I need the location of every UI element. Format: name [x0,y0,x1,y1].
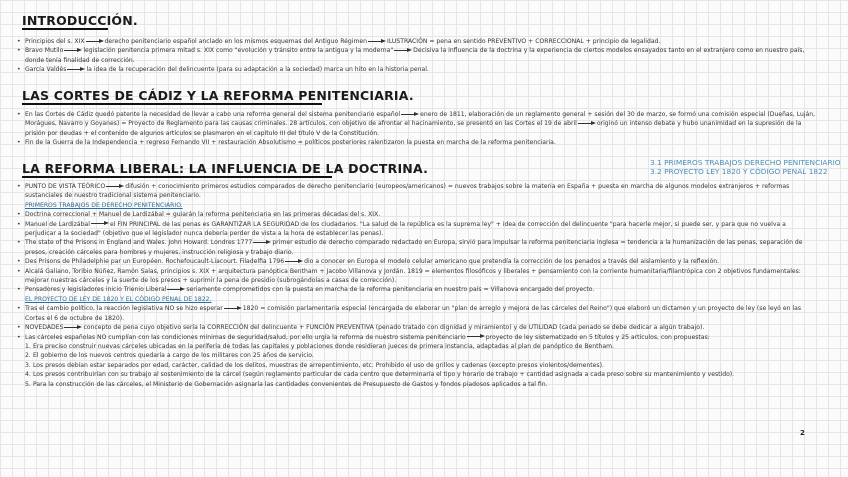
list-item: • PUNTO DE VISTA TEÓRICO difusión + conocimiento primeros estudios comparados de derecho penitenciario (europeos/americanos) = nuevos trabajos sobre la materia en España + puesta en marcha de algunos modelos extranjeros + reformas sustanciales de nuestro tradicional sistema penitenciario. [16,182,816,201]
list-item: • García Valdés la idea de la recuperación del delincuente (para su adaptación a la sociedad) marca un hito en la historia penal. [16,65,816,74]
arrow-icon [67,67,85,72]
arrow-icon [91,221,109,226]
numbered-item: 1. Era preciso construir nuevas cárceles ubicadas en la periferia de todas las capitales y poblaciones donde residieran jueces de primera instancia, adaptadas al plan de panóptico de Bentham. [25,342,614,350]
arrow-icon [64,48,82,53]
numbered-item: 2. El gobierno de los nuevos centros quedaría a cargo de los militares con 25 años de servicio. [25,352,314,360]
list-item: • Alcalá Galiano, Toribio Núñez, Ramón Salas, principios s. XIX + arquitectura panóptica Bentham + Jacobo Villanova y Jordán. 1819 = elementos filosóficos y liberales + pensamiento con la corriente humanitaria/filantrópica con 2 objetivos fundamentales: mejorar nuestras cárceles y la suerte de los presos + suprimir la pena de presidio (subrogándolas a casas de corrección). [16,267,816,286]
list-item: • Pensadores y legisladores inicio Trienio Liberal seriamente comprometidos con la puesta en marcha de la reforma penitenciaria en nuestro país = Villanova encargado del proyecto. [16,285,816,294]
list-item: • En las Cortes de Cádiz quedó patente la necesidad de llevar a cabo una reforma general del sistema penitenciario español enero de 1811, elaboración de un reglamento general + sesión del 30 de marzo, se formó una comisión especial (Dueñas, Luján, Morágues, Navarro y Goyanes) = Proyecto de Reglamento para las causas criminales. 28 artículos, con objetivo de afrontar el hacinamiento, se presentó en las Cortes el 19 de abril originó un intenso debate y hubo unanimidad en la supresión de la prisión por deudas + el contenido de algunos artículos se plasmaron en el capítulo III del título V de la Constitución. [16,110,816,138]
arrow-icon [368,39,386,44]
list-item: • NOVEDADES concepto de pena cuyo objetivo sería la CORRECCIÓN del delincuente + FUNCIÓN PREVENTIVA (penado tratado con dignidad y miramiento) y de UTILIDAD (cada penado se debe dedicar a algún trabajo). [16,323,816,332]
list-item: • Manuel de Lardizábal el FIN PRINCIPAL de las penas es GARANTIZAR LA SEGURIDAD de los ciudadanos. "La salud de la república es la suprema ley" + idea de corrección del delincuente "para hacerle mejor, si puede ser, y para que no vuelva a perjudicar a la sociedad" (objetivo que el legislador nunca debería perder de vista a la hora de establecer las penas). [16,220,816,239]
arrow-icon [64,325,82,330]
arrow-icon [467,334,485,339]
list-item: • Las cárceles españolas NO cumplían con las condiciones mínimas de seguridad/salud, por ello urgía la reforma de nuestro sistema penitenciario proyecto de ley sistematizado en 5 títulos y 25 artículos, con propuestas: [16,333,816,342]
numbered-item: 5. Para la construcción de las cárceles, el Ministerio de Gobernación asignaría las cantidades convenientes de Presupuesto de Gastos y fondos piadosos aplicados a tal fin. [25,380,548,388]
list-item: • Bravo Mutilo legislación penitencia primera mitad s. XIX como "evolución y tránsito entre la antigua y la moderna" Decisiva la influencia de la doctrina y la experiencia de ciertos modelos ensayados tanto en el extranjero como en nuestro país, donde tenía finalidad de corrección. [16,46,816,65]
section-title-reforma-liberal: LA REFORMA LIBERAL: LA INFLUENCIA DE LA DOCTRINA. [22,161,429,176]
page-number: 2 [800,429,805,437]
arrow-icon [285,259,303,264]
arrow-icon [106,184,124,189]
arrow-icon [253,240,271,245]
list-item: • The state of the Prisons in England and Wales. John Howard. Londres 1777 primer estudio de derecho comparado redactado en Europa, sirvió para impulsar la reforma penitenciaria inglesa = tendencia a la humanización de las penas, separación de presos, creación cárceles para hombres y mujeres, instrucción religiosa y trabajo diario. [16,238,816,257]
arrow-icon [394,48,412,53]
section-introduccion-body [16,37,816,75]
arrow-icon [401,112,419,117]
index-item-3-2[interactable]: 3.2 PROYECTO LEY 1820 Y CÓDIGO PENAL 1822 [650,167,828,176]
list-item: • Doctrina correccional + Manuel de Lardizábal = guiarán la reforma penitenciaria en las primeras décadas del s. XIX. [16,210,816,219]
index-item-3-1[interactable]: 3.1 PRIMEROS TRABAJOS DERECHO PENITENCIARIO [650,158,841,167]
arrow-icon [86,39,104,44]
arrow-icon [224,306,242,311]
subsection-title-proyecto-ley: EL PROYECTO DE LEY DE 1820 Y EL CÓDIGO PENAL DE 1822. [25,295,212,303]
list-item: • Principios del s. XIX derecho penitenciario español anclado en los mismos esquemas del Antiguo Régimen ILUSTRACIÓN = pena en sentido PREVENTIVO + CORRECCIONAL + principio de legalidad. [16,37,816,46]
numbered-item: 4. Los presos contribuirían con su trabajo al sostenimiento de la cárcel (según reglamento particular de cada centro que determinaría el tipo y horario de trabajo + cantidad asignada a cada preso sobre su mantenimiento y vestido). [25,371,735,379]
list-item: • Des Prisons de Philadelphie par un Européen. Rochefoucault-Liacourt. Filadelfia 1796 dio a conocer en Europa el modelo celular americano que pretendía la corrección de los penados a través del aislamiento y la reflexión. [16,257,816,266]
section-title-introduccion: INTRODUCCIÓN. [22,13,138,28]
section-cortes-body [16,110,816,148]
section-index [650,158,841,176]
section-title-cortes-cadiz: LAS CORTES DE CÁDIZ Y LA REFORMA PENITENCIARIA. [22,88,414,103]
numbered-item: 3. Los presos debían estar separados por edad, carácter, calidad de los delitos, muestras de arrepentimiento, etc. Prohibido el uso de grillos y cadenas (excepto presos violentos/dementes). [25,361,604,369]
subsection-title-primeros-trabajos: PRIMEROS TRABAJOS DE DERECHO PENITENCIARIO. [25,201,183,209]
list-item: • Tras el cambio político, la reacción legislativa NO se hizo esperar 1820 = comisión parlamentaria especial (encargada de elaborar un "plan de arreglo y mejora de las cárceles del Reino") que elaboró un dictamen y un proyecto de ley (se leyó en las Cortes el 6 de octubre de 1820). [16,304,816,323]
arrow-icon [578,121,596,126]
arrow-icon [167,287,185,292]
list-item: • Fin de la Guerra de la Independencia + regreso Fernando VII + restauración Absolutismo = políticos posteriores ralentizaron la puesta en marcha de la reforma penitenciaria. [16,138,816,147]
section-reforma-body [16,182,816,389]
